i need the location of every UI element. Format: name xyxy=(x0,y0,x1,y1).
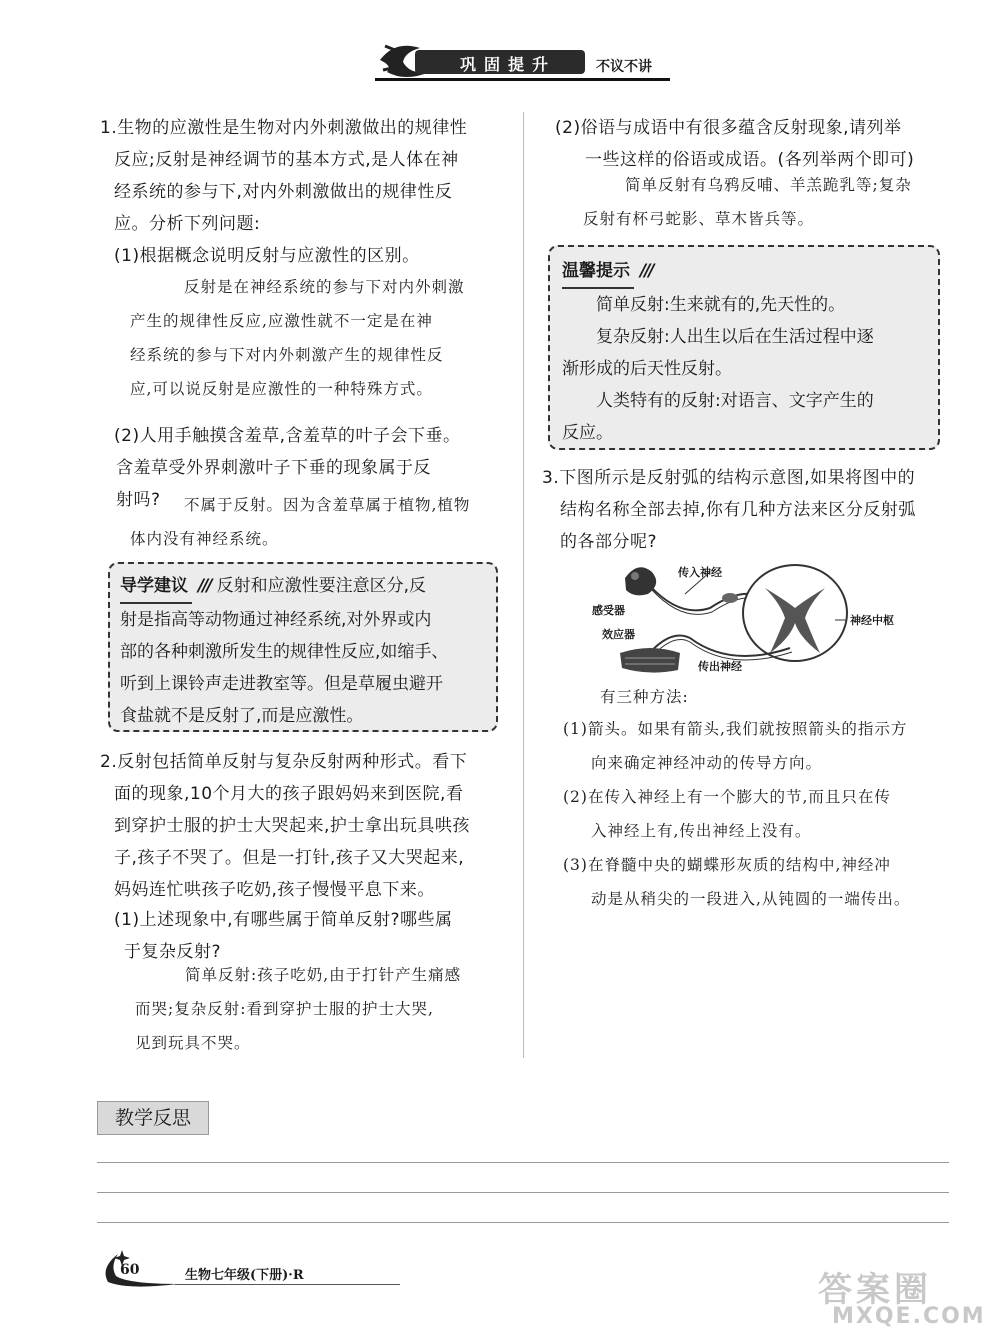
warm-tip-line: 人类特有的反射:对语言、文字产生的 xyxy=(596,391,874,411)
answer-line: 应,可以说反射是应激性的一种特殊方式。 xyxy=(130,380,433,398)
question-line: 一些这样的俗语或成语。(各列举两个即可) xyxy=(585,150,915,170)
section-title: 巩固提升 xyxy=(460,55,557,74)
label-effector: 效应器 xyxy=(602,628,635,641)
answer-line: (1)箭头。如果有箭头,我们就按照箭头的指示方 xyxy=(563,720,908,738)
answer-1-2 xyxy=(130,488,520,556)
answer-1-sub-2 xyxy=(583,168,963,236)
guide-tip-box xyxy=(108,562,498,732)
question-2-line: 妈妈连忙哄孩子吃奶,孩子慢慢平息下来。 xyxy=(114,880,435,900)
section-banner xyxy=(375,40,590,80)
watermark-url: MXQE.COM xyxy=(832,1304,986,1329)
question-3-line: 3.下图所示是反射弧的结构示意图,如果将图中的 xyxy=(542,468,916,488)
question-3-line: 结构名称全部去掉,你有几种方法来区分反射弧 xyxy=(560,500,916,520)
answer-3 xyxy=(563,712,963,916)
section-tag: 不议不讲 xyxy=(596,59,652,75)
answer-line: 产生的规律性反应,应激性就不一定是在神 xyxy=(130,312,433,330)
answer-line: 简单反射有乌鸦反哺、羊羔跪乳等;复杂 xyxy=(625,176,912,194)
label-nerve-center: 神经中枢 xyxy=(850,614,894,627)
header-rule xyxy=(375,78,670,81)
answer-line: 动是从稍尖的一段进入,从钝圆的一端传出。 xyxy=(591,890,911,908)
question-1-line: 反应;反射是神经调节的基本方式,是人体在神 xyxy=(114,150,459,170)
guide-tip-line: 听到上课铃声走进教室等。但是草履虫避开 xyxy=(120,674,443,694)
watermark-logo: 答案圈 xyxy=(818,1270,932,1310)
answer-2-1 xyxy=(135,958,525,1060)
question-1-line: 应。分析下列问题: xyxy=(114,214,261,234)
answer-line: 简单反射:孩子吃奶,由于打针产生痛感 xyxy=(185,966,462,984)
answer-line: 经系统的参与下对内外刺激产生的规律性反 xyxy=(130,346,444,364)
answer-line: 反射是在神经系统的参与下对内外刺激 xyxy=(184,278,465,296)
guide-tip-line: 部的各种刺激所发生的规律性反应,如缩手、 xyxy=(120,642,449,662)
answer-line: (2)在传入神经上有一个膨大的节,而且只在传 xyxy=(563,788,891,806)
guide-tip-slashes: /// xyxy=(198,576,211,596)
question-2-line: 到穿护士服的护士大哭起来,护士拿出玩具哄孩 xyxy=(114,816,470,836)
question-line: (2)俗语与成语中有很多蕴含反射现象,请列举 xyxy=(555,118,902,138)
question-1-line: 1.生物的应激性是生物对内外刺激做出的规律性 xyxy=(100,118,468,138)
answer-1-1 xyxy=(130,270,520,406)
question-3-stem xyxy=(542,462,957,558)
question-2-line: 面的现象,10个月大的孩子跟妈妈来到医院,看 xyxy=(114,784,464,804)
question-2-stem xyxy=(100,746,510,906)
warm-tip-line: 反应。 xyxy=(562,423,613,443)
warm-tip-line: 渐形成的后天性反射。 xyxy=(562,359,732,379)
question-line: 于复杂反射? xyxy=(124,942,222,962)
question-line: 含羞草受外界刺激叶子下垂的现象属于反 xyxy=(116,458,431,478)
reflex-arc-diagram xyxy=(590,558,910,678)
warm-tip-box xyxy=(548,245,940,450)
answer-line: 反射有杯弓蛇影、草木皆兵等。 xyxy=(583,210,815,228)
question-1-stem xyxy=(100,112,510,240)
question-2-line: 2.反射包括简单反射与复杂反射两种形式。看下 xyxy=(100,752,468,772)
answer-line: 向来确定神经冲动的传导方向。 xyxy=(591,754,823,772)
answer-line: 而哭;复杂反射:看到穿护士服的护士大哭, xyxy=(135,1000,434,1018)
writing-line xyxy=(97,1162,949,1163)
question-line: (1)上述现象中,有哪些属于简单反射?哪些属 xyxy=(114,910,453,930)
page-number-badge xyxy=(98,1248,188,1288)
answer-line: 不属于反射。因为含羞草属于植物,植物 xyxy=(184,496,471,514)
warm-tip-line: 简单反射:生来就有的,先天性的。 xyxy=(596,295,846,315)
guide-tip-line: 食盐就不是反射了,而是应激性。 xyxy=(120,706,364,726)
guide-tip-line: 反射和应激性要注意区分,反 xyxy=(216,576,427,596)
answer-line: 见到玩具不哭。 xyxy=(135,1034,251,1052)
warm-tip-slashes: /// xyxy=(640,261,653,281)
writing-line xyxy=(97,1222,949,1223)
writing-line xyxy=(97,1192,949,1193)
question-1-sub-2-right xyxy=(555,112,955,176)
label-efferent-nerve: 传出神经 xyxy=(698,660,742,673)
question-1-sub-1: (1)根据概念说明反射与应激性的区别。 xyxy=(114,246,420,266)
book-title: 生物七年级(下册)·R xyxy=(185,1268,304,1283)
guide-tip-line: 射是指高等动物通过神经系统,对外界或内 xyxy=(120,610,432,630)
swoosh-icon xyxy=(98,1248,188,1288)
answer-line: 体内没有神经系统。 xyxy=(130,530,279,548)
page-number: 60 xyxy=(120,1262,140,1278)
guide-tip-title: 导学建议 xyxy=(120,570,192,604)
label-receptor: 感受器 xyxy=(592,604,625,617)
question-1-line: 经系统的参与下,对内外刺激做出的规律性反 xyxy=(114,182,453,202)
question-line: (2)人用手触摸含羞草,含羞草的叶子会下垂。 xyxy=(114,426,461,446)
answer-line: 入神经上有,传出神经上没有。 xyxy=(591,822,812,840)
question-2-line: 子,孩子不哭了。但是一打针,孩子又大哭起来, xyxy=(114,848,465,868)
answer-3-intro: 有三种方法: xyxy=(600,688,689,706)
teaching-reflection-title: 教学反思 xyxy=(97,1101,209,1135)
warm-tip-line: 复杂反射:人出生以后在生活过程中逐 xyxy=(596,327,874,347)
warm-tip-title: 温馨提示 xyxy=(562,255,634,289)
label-afferent-nerve: 传入神经 xyxy=(678,566,722,579)
question-3-line: 的各部分呢? xyxy=(560,532,658,552)
question-line: 射吗? xyxy=(116,490,161,510)
footer-rule xyxy=(175,1284,400,1285)
answer-line: (3)在脊髓中央的蝴蝶形灰质的结构中,神经冲 xyxy=(563,856,891,874)
